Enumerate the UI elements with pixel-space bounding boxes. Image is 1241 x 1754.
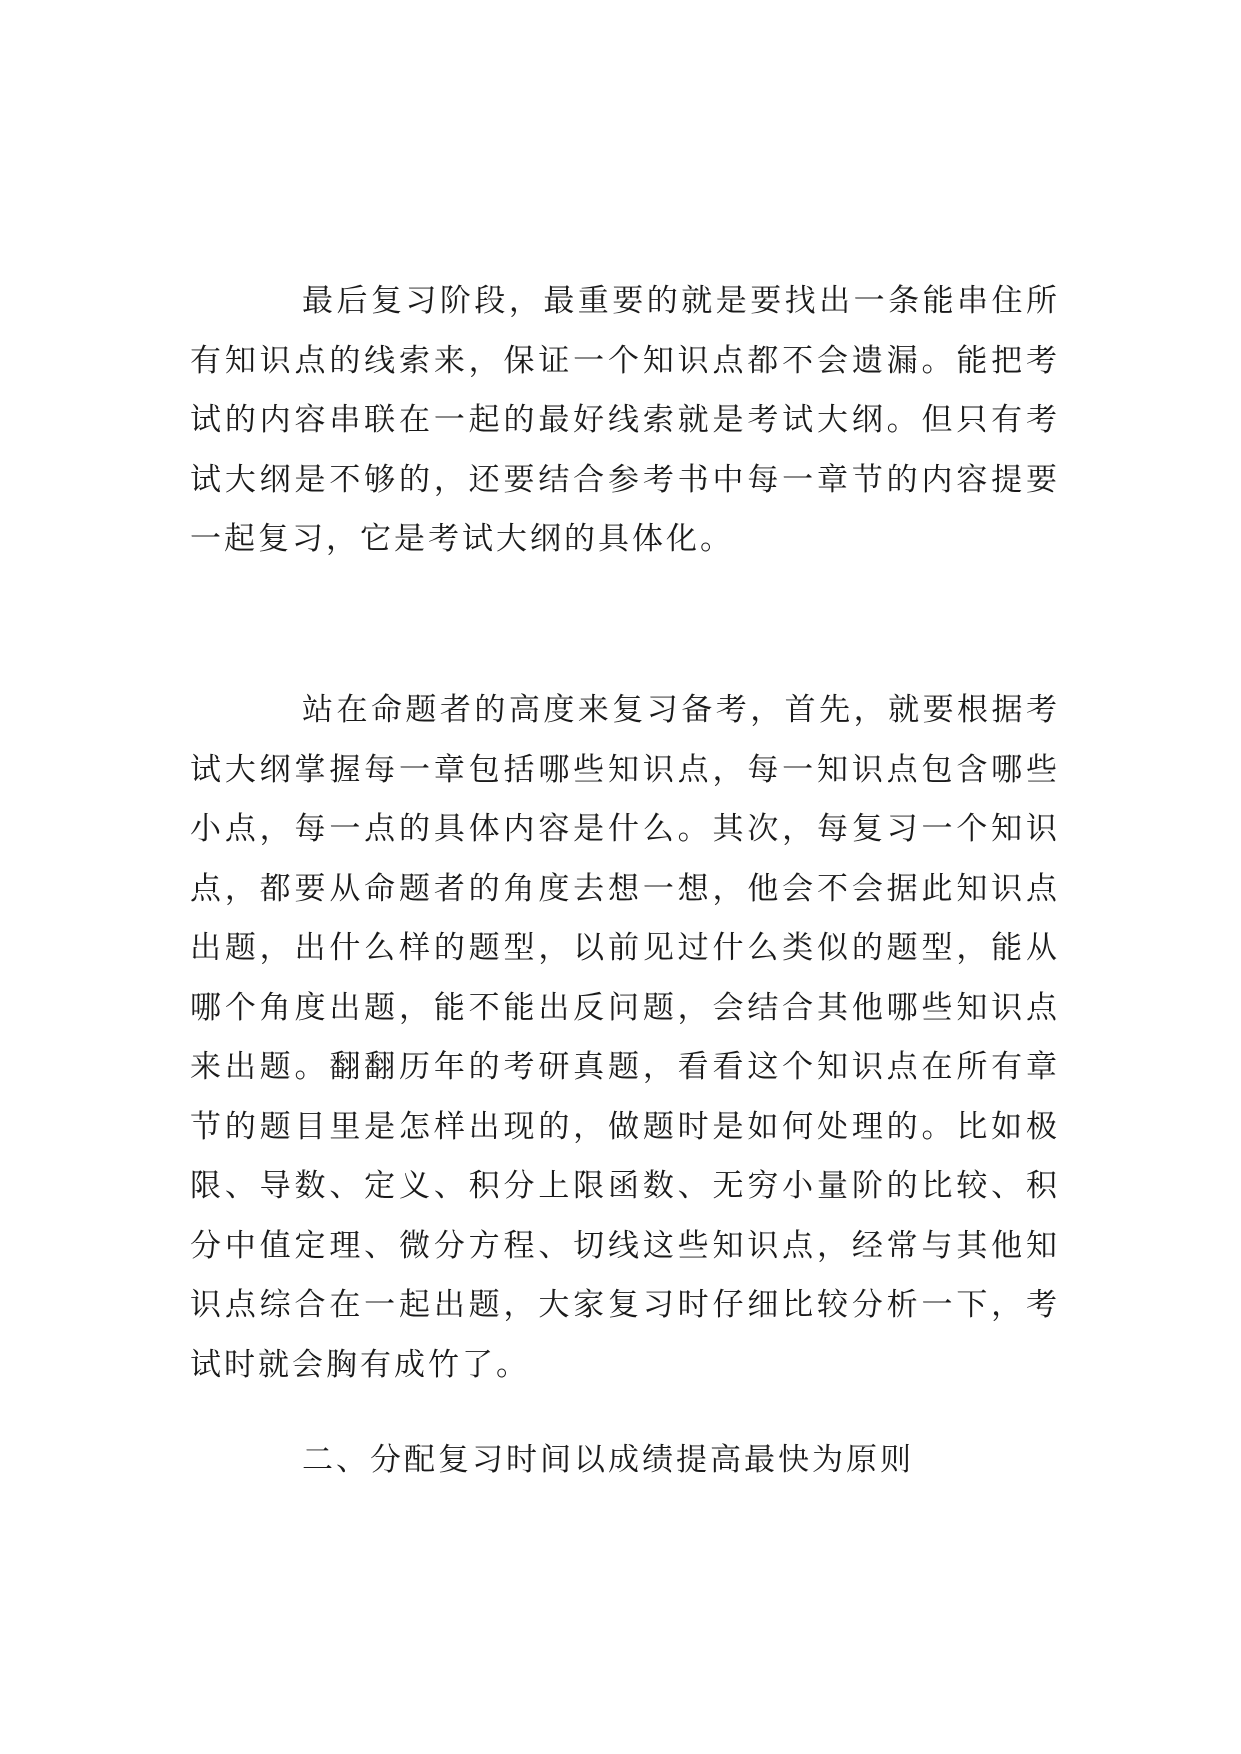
body-paragraph-examiner-perspective: 站在命题者的高度来复习备考，首先，就要根据考试大纲掌握每一章包括哪些知识点，每一知识点包含哪些小点，每一点的具体内容是什么。其次，每复习一个知识点，都要从命题者的角度去想一想，他会不会据此知识点出题，出什么样的题型，以前见过什么类似的题型，能从哪个角度出题，能不能出反问题，会结合其他哪些知识点来出题。翻翻历年的考研真题，看看这个知识点在所有章节的题目里是怎样出现的，做题时是如何处理的。比如极限、导数、定义、积分上限函数、无穷小量阶的比较、积分中值定理、微分方程、切线这些知识点，经常与其他知识点综合在一起出题，大家复习时仔细比较分析一下，考试时就会胸有成竹了。 [190,692,1060,1383]
body-paragraph-final-review: 最后复习阶段，最重要的就是要找出一条能串住所有知识点的线索来，保证一个知识点都不会遗漏。能把考试的内容串联在一起的最好线索就是考试大纲。但只有考试大纲是不够的，还要结合参考书中每一章节的内容提要一起复习，它是考试大纲的具体化。 [190,283,1060,557]
section-heading: 二、分配复习时间以成绩提高最快为原则 [302,1442,914,1478]
